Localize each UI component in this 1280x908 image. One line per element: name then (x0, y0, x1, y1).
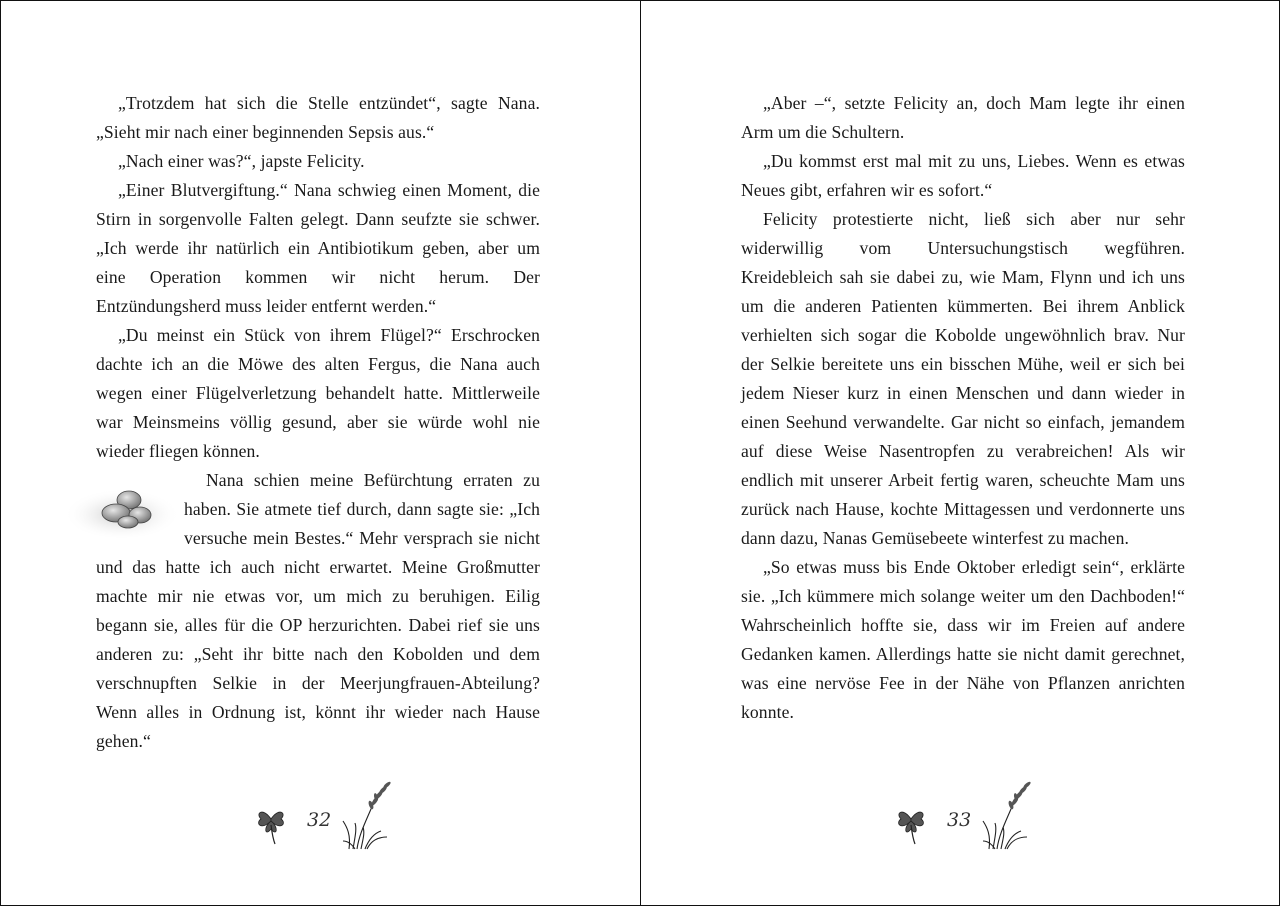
left-page (0, 0, 641, 906)
page-number: 32 (307, 809, 332, 831)
paragraph: „Trotzdem hat sich die Stelle entzündet“, sagte Nana. „Sieht mir nach einer beginnenden Sepsis aus.“ (96, 93, 540, 142)
stones-illustration (62, 466, 180, 550)
paragraph: Felicity protestierte nicht, ließ sich aber nur sehr widerwillig vom Untersuchungstisch wegführen. Kreidebleich sah sie dabei zu, wie Mam, Flynn und ich uns um die anderen Patienten kümmerten. Bei ihrem Anblick verhielten sich sogar die Kobolde ungewöhnlich brav. Nur der Selkie bereitete uns ein bisschen Mühe, weil er sich bei jedem Nieser kurz in einen Menschen und dann wieder in einen Seehund verwandelte. Gar nicht so einfach, jemandem auf diese Weise Nasentropfen zu verabreichen! Als wir endlich mit unserer Arbeit fertig waren, scheuchte Mam uns zurück nach Hause, kochte Mittagessen und verdonnerte uns dann dazu, Nanas Gemüsebeete winterfest zu machen. (741, 209, 1185, 548)
paragraph: Nana schien meine Befürchtung erraten zu haben. Sie atmete tief durch, dann sagte sie: „Ich versuche mein Bestes.“ Mehr versprach sie nicht und das hatte ich auch nicht erwartet. Meine Großmutter machte mir nie etwas vor, um mich zu beruhigen. Eilig begann sie, alles für die OP herzurichten. Dabei rief sie uns anderen zu: „Seht ihr bitte nach den Kobolden und dem verschnupften Selkie in der Meerjungfrauen-Abteilung? Wenn alles in Ordnung ist, könnt ihr wieder nach Hause gehen.“ (96, 470, 540, 751)
paragraph: „Einer Blutvergiftung.“ Nana schwieg einen Moment, die Stirn in sorgenvolle Falten gelegt. Dann seufzte sie schwer. „Ich werde ihr natürlich ein Antibiotikum geben, aber um eine Operation kommen wir nicht herum. Der Entzündungsherd muss leider entfernt werden.“ (96, 180, 540, 316)
clover-icon (253, 803, 289, 845)
paragraph: „So etwas muss bis Ende Oktober erledigt sein“, erklärte sie. „Ich kümmere mich solange weiter um den Dachboden!“ Wahrscheinlich hoffte sie, dass wir im Freien auf andere Gedanken kamen. Allerdings hatte sie nicht damit gerechnet, was eine nervöse Fee in der Nähe von Pflanzen anrichten konnte. (741, 557, 1185, 722)
paragraph: „Du kommst erst mal mit zu uns, Liebes. Wenn es etwas Neues gibt, erfahren wir es sofort.“ (741, 151, 1185, 200)
right-page (640, 0, 1280, 906)
page-number: 33 (947, 809, 972, 831)
right-page-text (741, 89, 1185, 727)
grass-icon (981, 779, 1037, 851)
clover-icon (893, 803, 929, 845)
left-page-text (96, 89, 540, 756)
grass-icon (341, 779, 397, 851)
paragraph: „Du meinst ein Stück von ihrem Flügel?“ Erschrocken dachte ich an die Möwe des alten Fergus, die Nana auch wegen einer Flügelverletzung behandelt hatte. Mittlerweile war Meinsmeins völlig gesund, aber sie würde wohl nie wieder fliegen können. (96, 325, 540, 461)
page-footer (893, 779, 1053, 851)
paragraph: „Aber –“, setzte Felicity an, doch Mam legte ihr einen Arm um die Schultern. (741, 93, 1185, 142)
paragraph: „Nach einer was?“, japste Felicity. (118, 151, 365, 171)
page-footer (253, 779, 413, 851)
